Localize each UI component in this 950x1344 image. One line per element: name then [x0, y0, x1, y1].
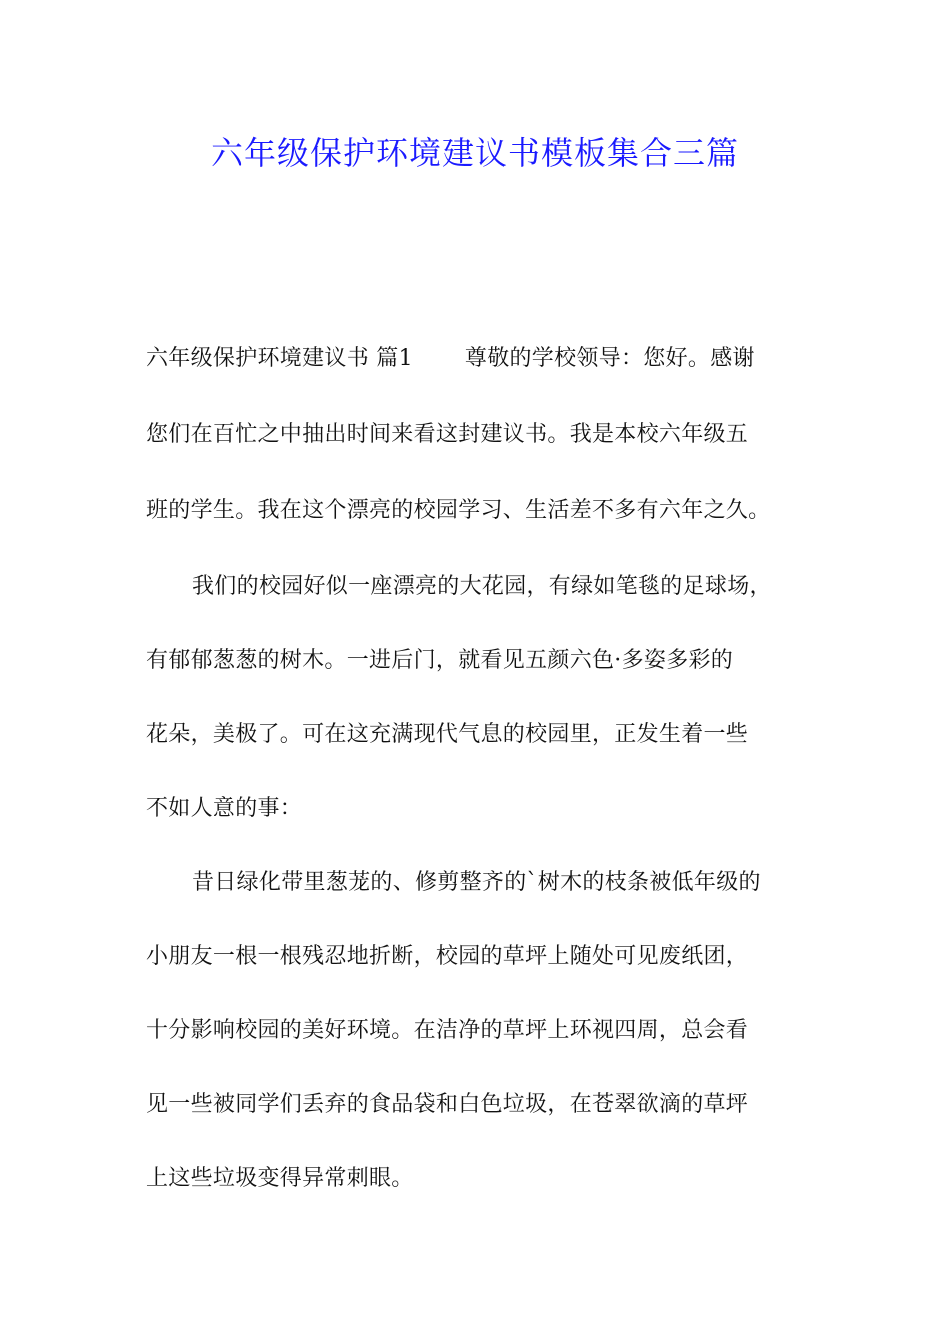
- text-line: 上这些垃圾变得异常刺眼。: [146, 1166, 414, 1191]
- text-line: 有郁郁葱葱的树木。一进后门，就看见五颜六色·多姿多彩的: [146, 648, 734, 673]
- text-line: 您们在百忙之中抽出时间来看这封建议书。我是本校六年级五: [146, 422, 749, 447]
- document-title: 六年级保护环境建议书模板集合三篇: [210, 134, 739, 172]
- paragraph-start-line: 我们的校园好似一座漂亮的大花园，有绿如笔毯的足球场，: [192, 574, 772, 599]
- text-line: 小朋友一根一根残忍地折断，校园的草坪上随处可见废纸团，: [146, 944, 749, 969]
- text-line: 花朵，美极了。可在这充满现代气息的校园里，正发生着一些: [146, 722, 749, 747]
- paragraph-start-line: 昔日绿化带里葱茏的、修剪整齐的`树木的枝条被低年级的: [192, 870, 761, 895]
- text-line: 不如人意的事：: [146, 796, 303, 821]
- first-line: [146, 344, 755, 374]
- section-heading: 六年级保护环境建议书 篇1: [146, 346, 413, 371]
- text-line: 班的学生。我在这个漂亮的校园学习、生活差不多有六年之久。: [146, 498, 771, 523]
- text-line: 尊敬的学校领导：您好。感谢: [464, 346, 755, 371]
- text-line: 十分影响校园的美好环境。在洁净的草坪上环视四周，总会看: [146, 1018, 749, 1043]
- text-line: 见一些被同学们丢弃的食品袋和白色垃圾，在苍翠欲滴的草坪: [146, 1092, 749, 1117]
